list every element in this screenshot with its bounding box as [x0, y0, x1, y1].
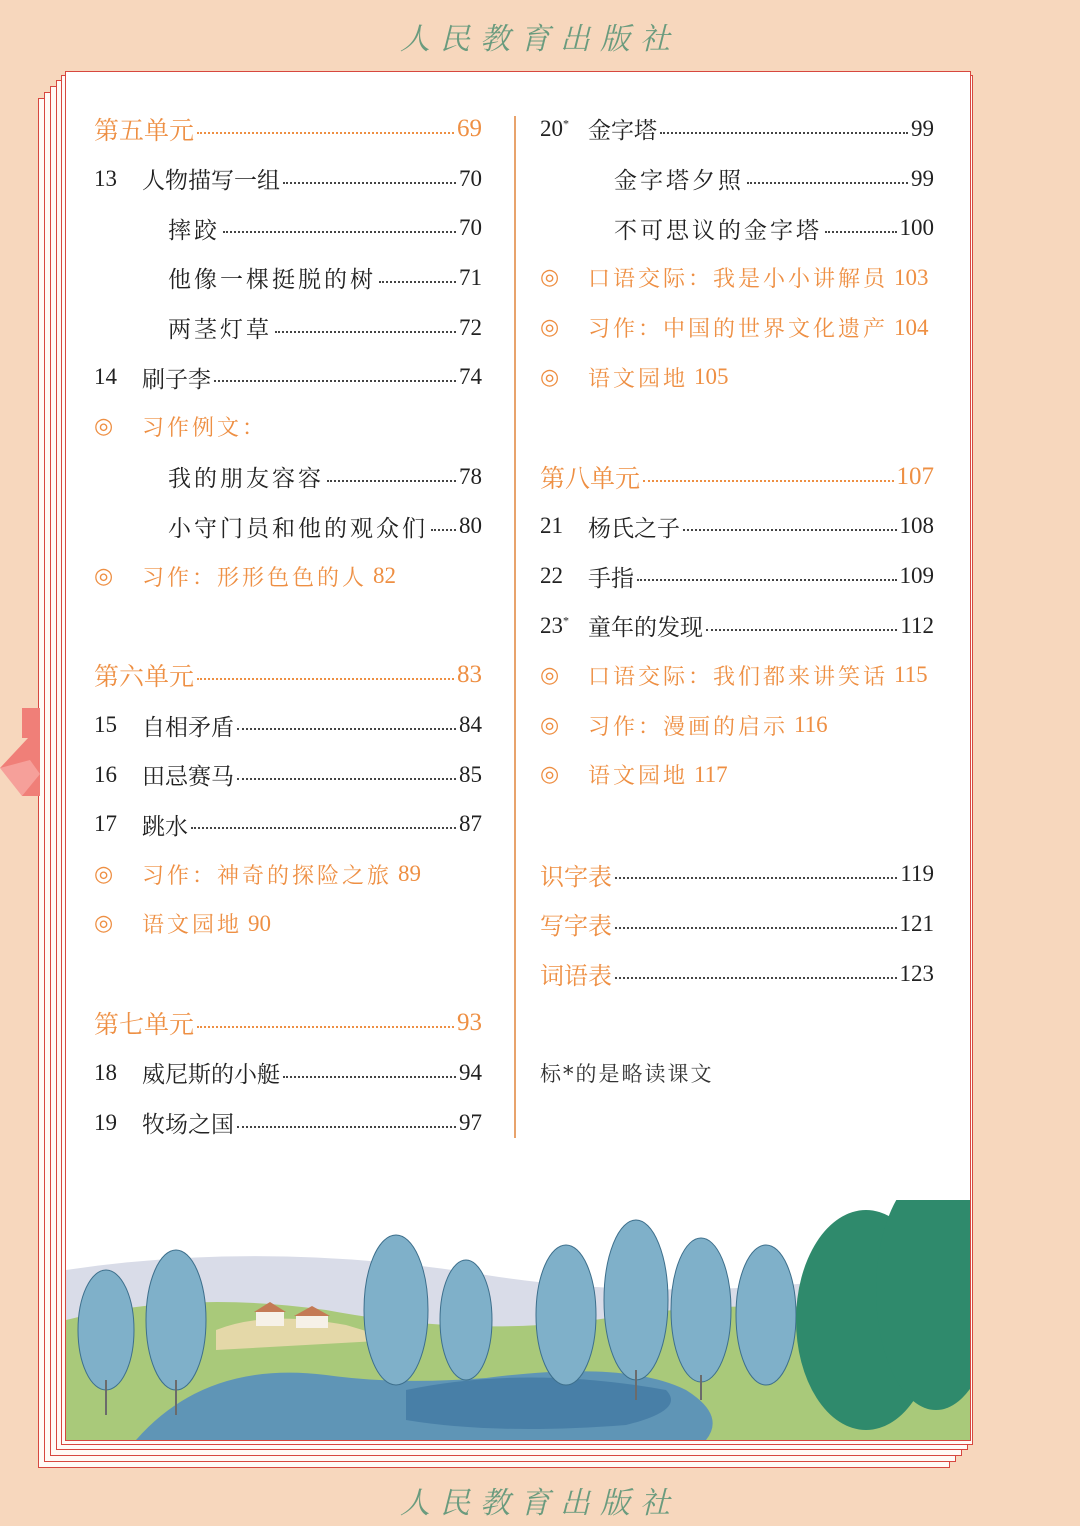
toc-entry-mark[interactable]: [540, 651, 928, 701]
lesson-number-text: 17: [94, 811, 117, 837]
publisher-logo-bottom: 人民教育出版社: [400, 1486, 680, 1521]
page-number: 116: [794, 712, 828, 738]
toc-entry-sub[interactable]: [540, 154, 934, 204]
dot-leader: [615, 977, 897, 979]
toc-entry-mark[interactable]: [94, 551, 397, 601]
entry-title: 习作：漫画的启示: [588, 714, 789, 740]
toc-left-column: [94, 104, 482, 1147]
dot-leader: [683, 529, 897, 531]
entry-title: 杨氏之子: [588, 515, 680, 542]
entry-title: 习作：神奇的探险之旅: [142, 863, 393, 889]
section-mark-icon: ◎: [540, 265, 560, 291]
dot-leader: [431, 529, 456, 531]
publisher-logo-top: 人民教育出版社: [400, 22, 680, 57]
dot-leader: [327, 480, 456, 482]
toc-spacer: [94, 949, 482, 999]
toc-entry-unit[interactable]: [540, 452, 934, 502]
entry-title: 写字表: [540, 912, 612, 941]
page-number: 82: [373, 563, 397, 589]
dot-leader: [615, 927, 897, 929]
toc-entry-appendix[interactable]: [540, 899, 934, 949]
entry-title: 第七单元: [94, 1010, 195, 1040]
page-number: 78: [459, 463, 482, 489]
entry-title: 他像一棵挺脱的树: [168, 267, 376, 294]
dot-leader: [660, 132, 908, 134]
section-mark-icon: ◎: [540, 712, 560, 738]
toc-entry-lesson[interactable]: [94, 154, 482, 204]
page-number: 89: [398, 861, 422, 887]
toc-entry-note: [540, 1048, 934, 1098]
entry-title: 摔跤: [168, 217, 220, 244]
toc-entry-unit[interactable]: [94, 104, 482, 154]
page-number: 105: [694, 364, 729, 390]
lesson-number-text: 20: [540, 115, 563, 141]
entry-title: 手指: [588, 565, 634, 592]
page-number: 121: [899, 910, 934, 936]
section-mark-icon: ◎: [94, 911, 114, 937]
toc-entry-sub[interactable]: [94, 203, 482, 253]
toc-entry-lesson[interactable]: [94, 750, 482, 800]
toc-entry-lesson[interactable]: [94, 1098, 482, 1148]
section-mark-icon: ◎: [540, 364, 560, 390]
toc-entry-lesson[interactable]: [94, 1048, 482, 1098]
dot-leader: [214, 380, 456, 382]
toc-entry-mark[interactable]: [94, 899, 272, 949]
page-number: 107: [896, 462, 934, 490]
toc-entry-mark[interactable]: [540, 352, 729, 402]
lesson-number: [540, 116, 588, 142]
dot-leader: [197, 132, 454, 134]
footnote-text: 标*的是略读课文: [540, 1061, 714, 1086]
lesson-number: [540, 613, 588, 639]
toc-entry-sub[interactable]: [94, 452, 482, 502]
entry-title: 语文园地: [588, 366, 689, 392]
section-mark-icon: ◎: [540, 762, 560, 788]
bookmark-ribbon-icon: [0, 708, 40, 796]
page-number: 87: [459, 811, 482, 837]
page-number: 104: [894, 314, 929, 340]
dot-leader: [379, 281, 456, 283]
page-number: 100: [899, 215, 934, 241]
skim-reading-star: *: [563, 116, 569, 131]
lesson-number-text: 22: [540, 563, 563, 589]
page-number: 119: [900, 861, 934, 887]
toc-right-column: [540, 104, 934, 1098]
toc-spacer: [540, 402, 934, 452]
toc-spacer: [540, 998, 934, 1048]
page-number: 74: [459, 364, 482, 390]
toc-entry-mark[interactable]: [540, 750, 728, 800]
toc-entry-lesson[interactable]: [94, 352, 482, 402]
page-number: 70: [459, 165, 482, 191]
page-number: 112: [900, 612, 934, 638]
toc-entry-appendix[interactable]: [540, 949, 934, 999]
entry-title: 词语表: [540, 962, 612, 991]
toc-entry-lesson[interactable]: [94, 800, 482, 850]
toc-entry-sub[interactable]: [94, 502, 482, 552]
toc-entry-appendix[interactable]: [540, 849, 934, 899]
toc-entry-mark[interactable]: [94, 849, 422, 899]
page-number: 123: [899, 960, 934, 986]
lesson-number-text: 18: [94, 1059, 117, 1085]
dot-leader: [637, 579, 897, 581]
page-number: 72: [459, 314, 482, 340]
page-number: 69: [457, 114, 482, 142]
toc-entry-lesson[interactable]: [540, 601, 934, 651]
skim-reading-star: *: [563, 613, 569, 628]
entry-title: 两茎灯草: [168, 317, 272, 344]
dot-leader: [615, 877, 897, 879]
entry-title: 童年的发现: [588, 615, 703, 642]
dot-leader: [706, 629, 897, 631]
landscape-illustration: [66, 1200, 970, 1440]
lesson-number: [94, 166, 142, 192]
page-number: 93: [457, 1009, 482, 1037]
page-number: 108: [899, 513, 934, 539]
page-number: 103: [894, 264, 929, 290]
toc-entry-sub[interactable]: [94, 303, 482, 353]
page-number: 83: [457, 661, 482, 689]
lesson-number-text: 23: [540, 612, 563, 638]
dot-leader: [237, 728, 456, 730]
entry-title: 金字塔夕照: [614, 168, 744, 195]
toc-entry-lesson[interactable]: [540, 104, 934, 154]
entry-title: 习作：形形色色的人: [142, 565, 368, 591]
toc-entry-mark[interactable]: [540, 303, 929, 353]
entry-title: 刷子李: [142, 366, 211, 393]
lesson-number: [94, 1110, 142, 1136]
entry-title: 田忌赛马: [142, 764, 234, 791]
dot-leader: [237, 778, 456, 780]
lesson-number-text: 19: [94, 1109, 117, 1135]
entry-title: 不可思议的金字塔: [614, 217, 822, 244]
toc-entry-lesson[interactable]: [94, 700, 482, 750]
entry-title: 第五单元: [94, 115, 195, 145]
lesson-number: [94, 364, 142, 390]
toc-spacer: [94, 601, 482, 651]
toc-entry-mark[interactable]: [540, 253, 929, 303]
entry-title: 小守门员和他的观众们: [168, 515, 428, 542]
toc-entry-sub[interactable]: [94, 253, 482, 303]
page-number: 85: [459, 761, 482, 787]
toc-entry-unit[interactable]: [94, 998, 482, 1048]
page-number: 109: [899, 563, 934, 589]
entry-title: 习作例文：: [142, 416, 268, 442]
lesson-number-text: 21: [540, 513, 563, 539]
section-mark-icon: ◎: [540, 662, 560, 688]
entry-title: 第八单元: [540, 463, 641, 493]
page-number: 70: [459, 215, 482, 241]
section-mark-icon: ◎: [94, 861, 114, 887]
lesson-number: [94, 1060, 142, 1086]
dot-leader: [747, 182, 908, 184]
entry-title: 威尼斯的小艇: [142, 1062, 280, 1089]
entry-title: 识字表: [540, 862, 612, 891]
entry-title: 跳水: [142, 813, 188, 840]
page-number: 99: [911, 115, 934, 141]
dot-leader: [275, 331, 456, 333]
entry-title: 人物描写一组: [142, 168, 280, 195]
toc-entry-lesson[interactable]: [540, 551, 934, 601]
entry-title: 自相矛盾: [142, 714, 234, 741]
page-number: 117: [694, 761, 728, 787]
entry-title: 口语交际：我是小小讲解员: [588, 267, 889, 293]
entry-title: 牧场之国: [142, 1112, 234, 1139]
lesson-number-text: 15: [94, 712, 117, 738]
lesson-number: [540, 513, 588, 539]
lesson-number: [540, 563, 588, 589]
toc-entry-sub[interactable]: [540, 203, 934, 253]
entry-title: 第六单元: [94, 662, 195, 692]
entry-title: 习作：中国的世界文化遗产: [588, 317, 889, 343]
page-number: 84: [459, 712, 482, 738]
entry-title: 口语交际：我们都来讲笑话: [588, 664, 889, 690]
page-number: 94: [459, 1059, 482, 1085]
lesson-number: [94, 762, 142, 788]
toc-spacer: [540, 800, 934, 850]
toc-entry-lesson[interactable]: [540, 502, 934, 552]
lesson-number-text: 14: [94, 364, 117, 390]
lesson-number-text: 16: [94, 761, 117, 787]
entry-title: 语文园地: [588, 764, 689, 790]
page-number: 97: [459, 1109, 482, 1135]
lesson-number: [94, 712, 142, 738]
section-mark-icon: ◎: [94, 414, 114, 440]
dot-leader: [283, 1076, 456, 1078]
dot-leader: [643, 480, 893, 482]
page-number: 99: [911, 165, 934, 191]
page-number: 115: [894, 662, 928, 688]
section-mark-icon: ◎: [540, 315, 560, 341]
lesson-number: [94, 811, 142, 837]
dot-leader: [197, 1026, 454, 1028]
page-number: 90: [248, 910, 272, 936]
column-divider: [514, 116, 516, 1138]
dot-leader: [191, 827, 456, 829]
dot-leader: [197, 678, 454, 680]
dot-leader: [237, 1126, 456, 1128]
toc-entry-mark[interactable]: [540, 700, 828, 750]
toc-entry-unit[interactable]: [94, 651, 482, 701]
dot-leader: [223, 231, 456, 233]
toc-entry-mark[interactable]: [94, 402, 268, 452]
entry-title: 金字塔: [588, 118, 657, 145]
entry-title: 语文园地: [142, 913, 243, 939]
page-number: 71: [459, 264, 482, 290]
entry-title: 我的朋友容容: [168, 466, 324, 493]
lesson-number-text: 13: [94, 165, 117, 191]
page-number: 80: [459, 513, 482, 539]
dot-leader: [825, 231, 897, 233]
section-mark-icon: ◎: [94, 563, 114, 589]
dot-leader: [283, 182, 456, 184]
